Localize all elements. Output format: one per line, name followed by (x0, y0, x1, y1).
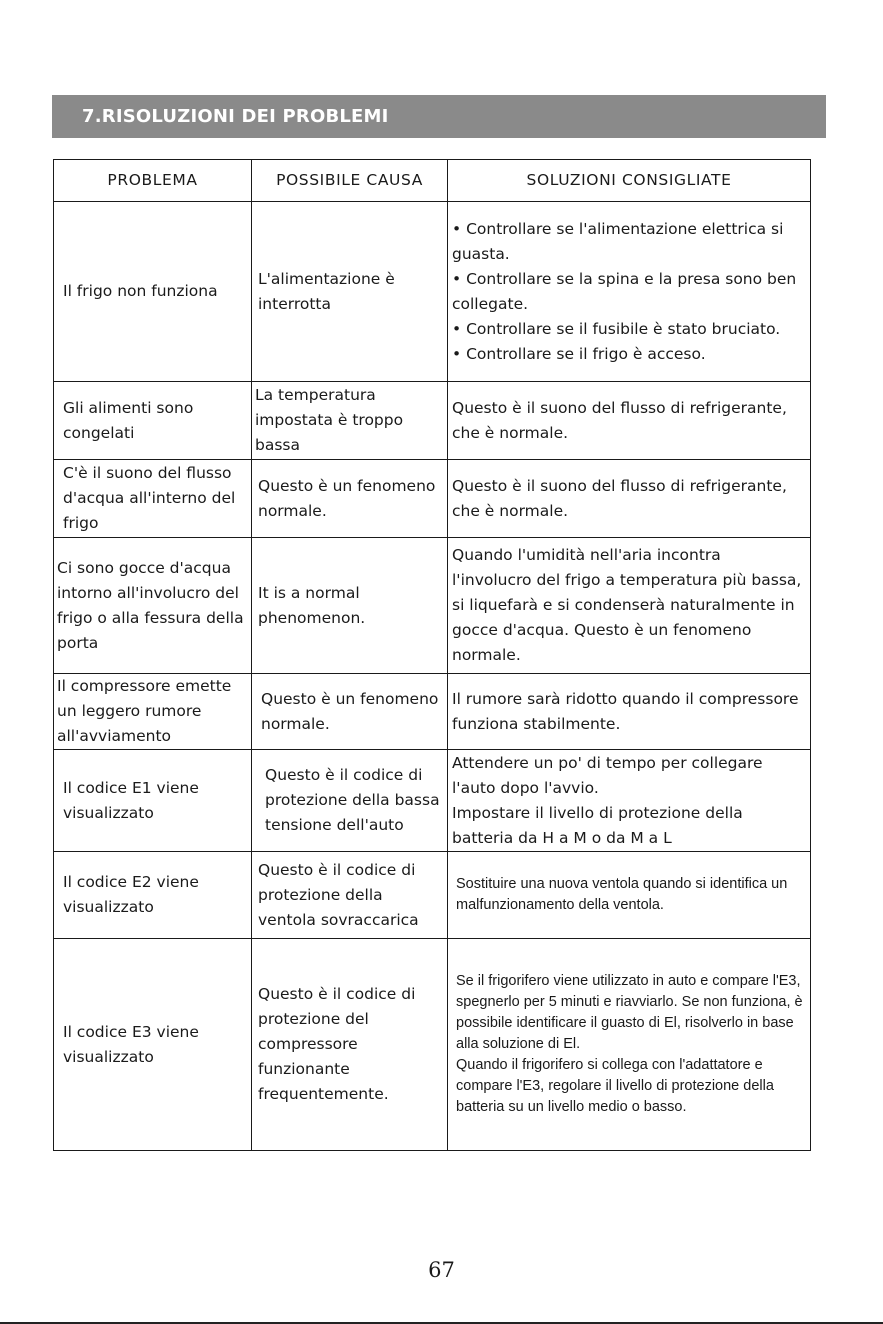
table-row (54, 750, 811, 852)
solution-line: • Controllare se il fusibile è stato bruciato. (452, 319, 781, 338)
problem-cell: Gli alimenti sono congelati (54, 382, 252, 460)
solution-line: Il rumore sarà ridotto quando il compressore funziona stabilmente. (452, 689, 799, 733)
solution-line: Sostituire una nuova ventola quando si identifica un malfunzionamento della ventola. (456, 876, 788, 913)
table-row (54, 382, 811, 460)
solution-cell (448, 202, 811, 382)
section-title: 7.RISOLUZIONI DEI PROBLEMI (52, 95, 826, 138)
table-row (54, 852, 811, 939)
header-problem: PROBLEMA (54, 160, 252, 202)
problem-cell: C'è il suono del flusso d'acqua all'interno del frigo (54, 460, 252, 538)
solution-line: • Controllare se il frigo è acceso. (452, 344, 706, 363)
cause-cell: Questo è il codice di protezione del compressore funzionante frequentemente. (252, 939, 448, 1151)
cause-cell: L'alimentazione è interrotta (252, 202, 448, 382)
table-row (54, 460, 811, 538)
problem-cell: Il compressore emette un leggero rumore all'avviamento (54, 674, 252, 750)
solution-line: Questo è il suono del flusso di refrigerante, che è normale. (452, 476, 787, 520)
cause-cell: Questo è il codice di protezione della bassa tensione dell'auto (252, 750, 448, 852)
table-header-row (54, 160, 811, 202)
problem-cell: Il frigo non funziona (54, 202, 252, 382)
header-solution: SOLUZIONI CONSIGLIATE (448, 160, 811, 202)
solution-line: Quando l'umidità nell'aria incontra l'involucro del frigo a temperatura più bassa, si liquefarà e si condenserà naturalmente in gocce d'acqua. Questo è un fenomeno normale. (452, 546, 802, 664)
table-row (54, 538, 811, 674)
cause-cell: Questo è un fenomeno normale. (252, 460, 448, 538)
cause-cell: Questo è il codice di protezione della ventola sovraccarica (252, 852, 448, 939)
table-row (54, 674, 811, 750)
page-number: 67 (428, 1258, 455, 1282)
solution-line: • Controllare se l'alimentazione elettrica si guasta. (452, 219, 784, 263)
problem-cell: Il codice E2 viene visualizzato (54, 852, 252, 939)
table-row (54, 939, 811, 1151)
cause-cell: La temperatura impostata è troppo bassa (252, 382, 448, 460)
solution-line: • Controllare se la spina e la presa sono ben collegate. (452, 269, 797, 313)
solution-line: Impostare il livello di protezione della batteria da H a M o da M a L (452, 803, 743, 847)
header-cause: POSSIBILE CAUSA (252, 160, 448, 202)
table-row (54, 202, 811, 382)
solution-cell (448, 538, 811, 674)
solution-cell (448, 852, 811, 939)
problem-cell: Ci sono gocce d'acqua intorno all'involucro del frigo o alla fessura della porta (54, 538, 252, 674)
solution-cell (448, 750, 811, 852)
solution-cell (448, 939, 811, 1151)
solution-cell (448, 674, 811, 750)
troubleshooting-table (53, 159, 811, 1151)
solution-line: Se il frigorifero viene utilizzato in auto e compare l'E3, spegnerlo per 5 minuti e riavviarlo. Se non funziona, è possibile identificare il guasto di El, risolverlo in base alla soluzione di El. (456, 973, 803, 1052)
cause-cell: Questo è un fenomeno normale. (252, 674, 448, 750)
solution-line: Attendere un po' di tempo per collegare l'auto dopo l'avvio. (452, 753, 763, 797)
solution-line: Questo è il suono del flusso di refrigerante, che è normale. (452, 398, 787, 442)
solution-cell (448, 460, 811, 538)
solution-cell (448, 382, 811, 460)
problem-cell: Il codice E3 viene visualizzato (54, 939, 252, 1151)
solution-line: Quando il frigorifero si collega con l'adattatore e compare l'E3, regolare il livello di protezione della batteria su un livello medio o basso. (456, 1057, 774, 1115)
cause-cell: It is a normal phenomenon. (252, 538, 448, 674)
problem-cell: Il codice E1 viene visualizzato (54, 750, 252, 852)
